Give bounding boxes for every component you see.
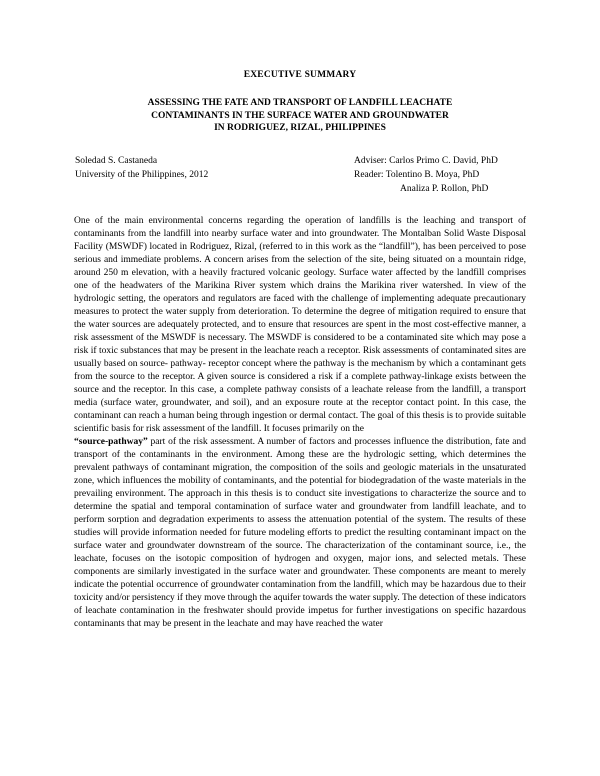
- title-line: ASSESSING THE FATE AND TRANSPORT OF LANDFILL LEACHATE: [147, 98, 453, 108]
- title-line: CONTAMINANTS IN THE SURFACE WATER AND GROUNDWATER: [151, 110, 449, 121]
- advisers-block: [354, 154, 498, 196]
- body-text-part1: One of the main environmental concerns regarding the operation of landfills is the leaching and transport of contaminants from the landfill into nearby surface water and into groundwater. The Montalban Solid Waste Disposal Facility (MSWDF) located in Rodriguez, Rizal, (referred to in this work as the “landfill”), has been perceived to pose serious and immediate problems. A concern arises from the selection of the site, being situated on a mountain ridge, around 250 m elevation, with a heavily fractured volcanic geology. Surface water affected by the landfill comprises one of the headwaters of the Marikina River system which drains the Marikina river watershed. In view of the hydrologic setting, the operators and regulators are faced with the challenge of implementing adequate precautionary measures to protect the water supply from deterioration. To determine the degree of mitigation required to ensure that the water sources are adequately protected, and to ensure that resources are spent in the most cost-effective manner, a risk assessment of the MSWDF is necessary. The MSWDF is considered to be a contaminated site which may pose a risk if toxic substances that may be present in the leachate reach a receptor. Risk assessments of contaminated sites are usually based on source- pathway- receptor concept where the pathway is the mechanism by which a contaminant gets from the source to the receptor. A given source is considered a risk if a complete pathway-linkage exists between the source and the receptor. In this case, a complete pathway consists of a leachate release from the landfill, a transport media (surface water, groundwater, and soil), and an exposure route at the receptor contact point. In this case, the contaminant can reach a human being through ingestion or dermal contact. The goal of this thesis is to provide suitable scientific basis for risk assessment of the landfill. It focuses primarily on the: [74, 216, 527, 434]
- reader-line-2: Analiza P. Rollon, PhD: [400, 184, 489, 194]
- summary-body: [74, 215, 526, 631]
- title-line: IN RODRIGUEZ, RIZAL, PHILIPPINES: [214, 123, 386, 133]
- body-text-part2: part of the risk assessment. A number of factors and processes influence the distribution, fate and transport of the contaminants in the environment. Among these are the hydrologic setting, which determines the prevalent pathways of contaminant migration, the composition of the soils and geologic materials in the unsaturated zone, which influences the mobility of contaminants, and the potential for biodegradation of the waste materials in the prevailing environment. The approach in this thesis is to conduct site investigations to characterize the source and to determine the spatial and temporal contamination of surface water and groundwater from landfill leachate, and to perform sorption and degradation experiments to assess the attenuation potential of the system. The results of these studies will provide information needed for future modeling efforts to predict the resulting contaminant impact on the surface water and groundwater downstream of the source. The characterization of the contaminant source, i.e., the leachate, focuses on the isotopic composition of hydrogen and oxygen, major ions, and selected metals. These components are similarly investigated in the surface water and groundwater. These components are meant to merely indicate the potential occurrence of groundwater contamination from the landfill, which may be hazardous due to their toxicity and/or persistency if they move through the aquifer towards the water supply. The detection of these indicators of leachate contamination in the freshwater should provide impetus for further investigations on specific hazardous contaminants that may be present in the leachate and may have reached the water: [74, 437, 526, 629]
- adviser-line: Adviser: Carlos Primo C. David, PhD: [354, 156, 498, 166]
- author-name: Soledad S. Castaneda: [75, 156, 158, 166]
- thesis-title: [80, 97, 520, 135]
- author-affiliation: University of the Philippines, 2012: [75, 170, 209, 180]
- reader-line: Reader: Tolentino B. Moya, PhD: [354, 170, 480, 180]
- body-emphasis: “source-pathway”: [74, 437, 148, 447]
- author-block: [75, 154, 208, 182]
- page-heading: EXECUTIVE SUMMARY: [243, 70, 357, 80]
